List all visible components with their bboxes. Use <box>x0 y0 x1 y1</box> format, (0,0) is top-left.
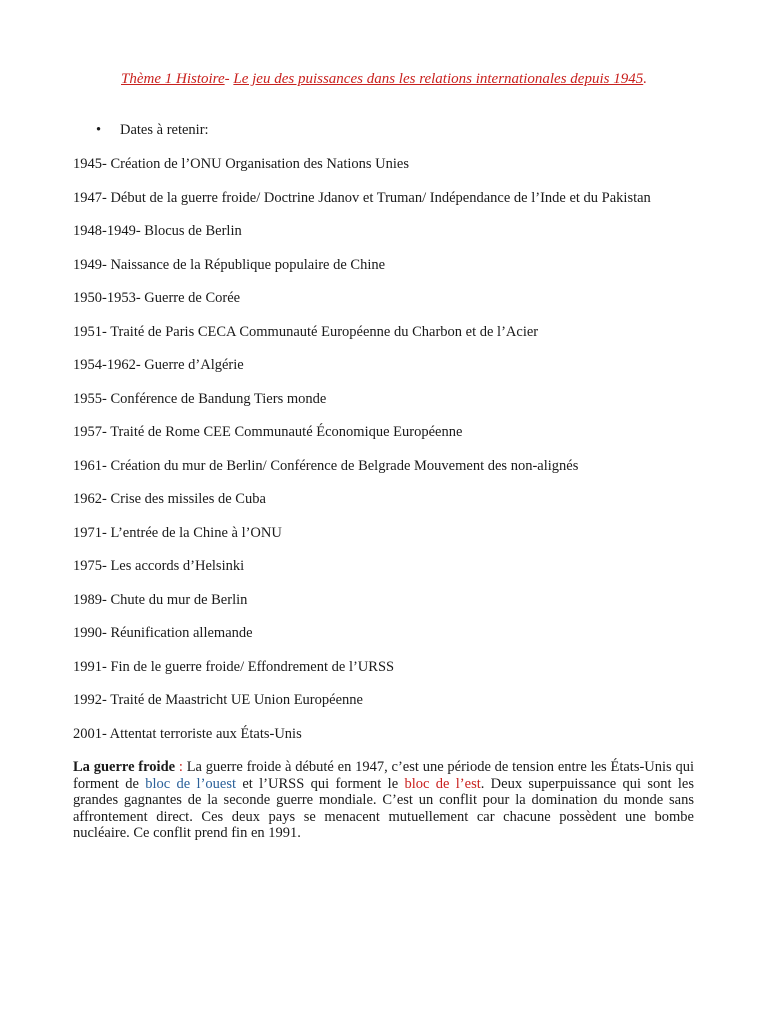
date-item: 1950-1953- Guerre de Corée <box>73 290 241 306</box>
date-item: 1947- Début de la guerre froide/ Doctrine Jdanov et Truman/ Indépendance de l’Inde et du Pakistan <box>73 189 651 206</box>
title-dash: - <box>224 71 234 87</box>
title-end: . <box>643 71 647 87</box>
paragraph-heading: La guerre froide <box>73 759 176 775</box>
date-item: 1971- L’entrée de la Chine à l’ONU <box>73 524 282 541</box>
paragraph-colon: : <box>175 759 183 775</box>
dates-heading-label: Dates à retenir: <box>120 122 209 138</box>
title-theme: Thème 1 Histoire <box>121 71 225 87</box>
dates-heading <box>96 121 209 139</box>
date-item: 1991- Fin de le guerre froide/ Effondrement de l’URSS <box>73 658 395 675</box>
date-item: 1992- Traité de Maastricht UE Union Européenne <box>73 692 363 708</box>
date-item: 1961- Création du mur de Berlin/ Conférence de Belgrade Mouvement des non-alignés <box>73 457 579 474</box>
date-item: 1962- Crise des missiles de Cuba <box>73 491 266 507</box>
west-bloc-term: bloc de l’ouest <box>145 775 237 792</box>
date-item: 1949- Naissance de la République populaire de Chine <box>73 256 386 273</box>
paragraph-text-2: et l’URSS qui forment le <box>236 775 405 792</box>
cold-war-paragraph <box>73 759 694 842</box>
date-item: 1989- Chute du mur de Berlin <box>73 591 248 608</box>
title-subject: Le jeu des puissances dans les relations internationales depuis 1945 <box>233 71 644 87</box>
date-item: 1948-1949- Blocus de Berlin <box>73 223 242 239</box>
document-title <box>0 69 768 89</box>
date-item: 1990- Réunification allemande <box>73 625 253 641</box>
date-item: 1951- Traité de Paris CECA Communauté Européenne du Charbon et de l’Acier <box>73 323 539 340</box>
bullet-icon: • <box>96 122 102 138</box>
date-item: 2001- Attentat terroriste aux États-Unis <box>73 725 302 742</box>
date-item: 1957- Traité de Rome CEE Communauté Économique Européenne <box>73 424 463 440</box>
date-item: 1945- Création de l’ONU Organisation des Nations Unies <box>73 156 409 172</box>
paragraph-text-3: . Deux superpuissance qui sont les grandes gagnantes de la seconde guerre mondiale. C’est un conflit pour la domination du monde sans affrontement direct. Ces deux pays se menacent mutuellement car chacune possèdent une bombe nucléaire. Ce conflit prend fin en 1991. <box>73 775 694 841</box>
date-item: 1954-1962- Guerre d’Algérie <box>73 357 244 373</box>
date-item: 1975- Les accords d’Helsinki <box>73 558 245 574</box>
dates-list <box>73 155 651 758</box>
date-item: 1955- Conférence de Bandung Tiers monde <box>73 390 327 407</box>
east-bloc-term: bloc de l’est <box>404 775 481 792</box>
paragraph-text-1: La guerre froide à débuté en 1947, c’est une période de tension entre les États-Unis qui forment de <box>73 759 695 792</box>
